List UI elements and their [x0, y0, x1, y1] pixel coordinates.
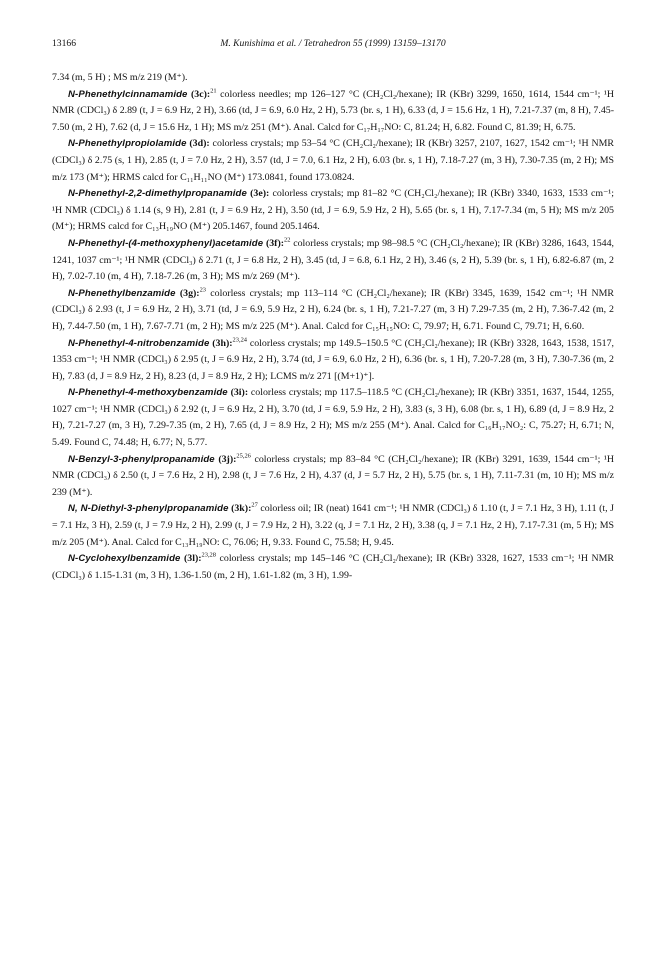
compound-name: N-Phenethylpropiolamide: [68, 138, 187, 150]
compound-code: (3i):: [230, 387, 249, 399]
page-number: 13166: [52, 38, 76, 49]
compound-code: (3k):: [231, 503, 252, 515]
compound-code: (3c):: [191, 88, 211, 100]
compound-entry: [52, 385, 614, 451]
reference-superscript: 22: [284, 236, 291, 244]
compound-entry: [52, 87, 614, 137]
compound-data: colorless crystals; mp 81–82 °C (CH₂Cl₂/hexane); IR (KBr) 3340, 1633, 1533 cm⁻¹; ¹H NMR (CDCl₃) δ 1.14 (s, 9 H), 2.81 (t, J = 6.9 Hz, 2 H), 3.50 (td, J = 6.9, 5.9 Hz, 2 H), 5.65 (br. s, 1 H), 7.17-7.34 (m, 5 H); MS m/z 205 (M⁺); HRMS calcd for C₁₃H₁₉NO (M⁺) 205.1467, found 205.1464.: [52, 188, 614, 233]
compound-data: colorless crystals; mp 117.5–118.5 °C (CH₂Cl₂/hexane); IR (KBr) 3351, 1637, 1544, 1255, 1027 cm⁻¹; ¹H NMR (CDCl₃) δ 2.92 (t, J = 6.9 Hz, 2 H), 3.70 (td, J = 6.9, 5.9 Hz, 2 H), 3.83 (s, 3 H), 6.08 (br. s, 1 H), 6.89 (d, J = 8.9 Hz, 2 H), 7.21-7.27 (m, 3 H), 7.29-7.35 (m, 2 H), 7.65 (d, J = 8.9 Hz, 2 H); MS m/z 255 (M⁺). Anal. Calcd for C₁₆H₁₇NO₂: C, 75.27; H, 6.71; N, 5.49. Found C, 74.48; H, 6.77; N, 5.77.: [52, 387, 615, 449]
compound-entry: [52, 286, 614, 336]
running-head: M. Kunishima et al. / Tetrahedron 55 (1999) 13159–13170: [220, 38, 446, 49]
reference-superscript: 23,24: [232, 336, 247, 344]
compound-code: (3l):: [183, 553, 202, 565]
compound-data: colorless crystals; mp 98–98.5 °C (CH₂Cl₂/hexane); IR (KBr) 3286, 1643, 1544, 1241, 1037 cm⁻¹; ¹H NMR (CDCl₃) δ 2.71 (t, J = 6.8 Hz, 2 H), 3.45 (td, J = 6.8, 6.1 Hz, 2 H), 3.46 (s, 2 H), 5.39 (br. s, 1 H), 6.82-6.87 (m, 2 H), 7.02-7.10 (m, 4 H), 7.18-7.26 (m, 3 H); MS m/z 269 (M⁺).: [52, 237, 614, 283]
lead-line: 7.34 (m, 5 H) ; MS m/z 219 (M⁺).: [52, 72, 188, 83]
compound-entry: [52, 551, 614, 584]
compound-data: colorless crystals; mp 83–84 °C (CH₂Cl₂/hexane); IR (KBr) 3291, 1639, 1544 cm⁻¹; ¹H NMR (CDCl₃) δ 2.50 (t, J = 7.6 Hz, 2 H), 2.98 (t, J = 7.6 Hz, 2 H), 4.37 (d, J = 5.7 Hz, 2 H), 5.75 (br. s, 1 H), 7.11-7.31 (m, 10 H); MS m/z 239 (M⁺).: [52, 453, 615, 498]
compound-data: colorless crystals; mp 149.5–150.5 °C (CH₂Cl₂/hexane); IR (KBr) 3328, 1643, 1538, 1517, 1353 cm⁻¹; ¹H NMR (CDCl₃) δ 2.95 (t, J = 6.9 Hz, 2 H), 3.74 (td, J = 6.9, 6.0 Hz, 2 H), 6.36 (br. s, 1 H), 7.20-7.28 (m, 3 H), 7.30-7.36 (m, 2 H), 7.83 (d, J = 8.9 Hz, 2 H), 8.23 (d, J = 8.9 Hz, 2 H); LCMS m/z 271 [(M+1)⁺].: [52, 337, 615, 382]
compound-entry: [52, 136, 614, 186]
compound-name: N-Phenethyl-4-nitrobenzamide: [68, 337, 210, 349]
compound-entry: [52, 452, 614, 502]
compound-code: (3d):: [189, 138, 210, 150]
reference-superscript: 21: [210, 87, 217, 95]
compound-code: (3f):: [265, 237, 285, 249]
reference-superscript: 25,26: [236, 452, 251, 460]
reference-superscript: 23,28: [201, 551, 216, 559]
compound-data: colorless crystals; mp 113–114 °C (CH₂Cl₂/hexane); IR (KBr) 3345, 1639, 1542 cm⁻¹; ¹H NMR (CDCl₃) δ 2.93 (t, J = 6.9 Hz, 2 H), 3.71 (td, J = 6.9, 5.9 Hz, 2 H), 6.24 (br. s, 1 H), 7.21-7.27 (m, 3 H) 7.29-7.35 (m, 2 H), 7.36-7.42 (m, 2 H), 7.44-7.50 (m, 1 H), 7.67-7.71 (m, 2 H); MS m/z 225 (M⁺). Anal. Calcd for C₁₅H₁₅NO: C, 79.97; H, 6.71. Found C, 79.71; H, 6.60.: [52, 287, 615, 332]
compound-code: (3h):: [212, 337, 233, 349]
compound-entries: [52, 87, 614, 585]
compound-name: N, N-Diethyl-3-phenylpropanamide: [68, 503, 229, 515]
compound-code: (3j):: [218, 453, 237, 465]
compound-data: colorless oil; IR (neat) 1641 cm⁻¹; ¹H NMR (CDCl₃) δ 1.10 (t, J = 7.1 Hz, 3 H), 1.11 (t, J = 7.1 Hz, 3 H), 2.59 (t, J = 7.9 Hz, 2 H), 2.99 (t, J = 7.9 Hz, 2 H), 3.22 (q, J = 7.1 Hz, 2 H), 3.38 (q, J = 7.1 Hz, 2 H), 7.17-7.31 (m, 5 H); MS m/z 205 (M⁺). Anal. Calcd for C₁₃H₁₉NO: C, 76.06; H, 9.33. Found C, 75.58; H, 9.45.: [52, 503, 614, 548]
compound-name: N-Cyclohexylbenzamide: [68, 553, 181, 565]
compound-code: (3e):: [250, 188, 270, 200]
reference-superscript: 27: [251, 502, 258, 510]
page-header: [52, 38, 614, 52]
experimental-text: [52, 70, 614, 584]
compound-name: N-Phenethyl-(4-methoxyphenyl)acetamide: [68, 237, 264, 249]
compound-entry: [52, 236, 614, 286]
compound-entry: [52, 501, 614, 551]
compound-entry: [52, 336, 614, 386]
compound-name: N-Phenethyl-2,2-dimethylpropanamide: [68, 188, 247, 200]
compound-name: N-Phenethylcinnamamide: [68, 88, 188, 100]
compound-data: colorless crystals; mp 53–54 °C (CH₂Cl₂/hexane); IR (KBr) 3257, 2107, 1627, 1542 cm⁻¹; ¹H NMR (CDCl₃) δ 2.75 (s, 1 H), 2.85 (t, J = 7.0 Hz, 2 H), 3.57 (td, J = 7.0, 6.1 Hz, 2 H), 6.03 (br. s, 1 H), 7.18-7.27 (m, 3 H), 7.30-7.35 (m, 2 H); MS m/z 173 (M⁺); HRMS calcd for C₁₁H₁₁NO (M⁺) 173.0841, found 173.0824.: [52, 138, 615, 183]
reference-superscript: 23: [199, 286, 207, 294]
compound-name: N-Phenethylbenzamide: [68, 287, 176, 299]
compound-name: N-Benzyl-3-phenylpropanamide: [68, 453, 215, 465]
compound-data: colorless needles; mp 126–127 °C (CH₂Cl₂/hexane); IR (KBr) 3299, 1650, 1614, 1544 cm⁻¹; ¹H NMR (CDCl₃) δ 2.89 (t, J = 6.9 Hz, 2 H), 3.66 (td, J = 6.9, 6.0 Hz, 2 H), 5.73 (br. s, 1 H), 6.33 (d, J = 15.6 Hz, 1 H), 7.21-7.37 (m, 8 H), 7.45-7.50 (m, 2 H), 7.62 (d, J = 15.6 Hz, 1 H); MS m/z 251 (M⁺). Anal. Calcd for C₁₇H₁₇NO: C, 81.24; H, 6.82. Found C, 81.39; H, 6.75.: [52, 88, 615, 133]
compound-name: N-Phenethyl-4-methoxybenzamide: [68, 387, 228, 399]
compound-code: (3g):: [179, 287, 200, 299]
compound-entry: [52, 186, 614, 236]
compound-data: colorless crystals; mp 145–146 °C (CH₂Cl₂/hexane); IR (KBr) 3328, 1627, 1533 cm⁻¹; ¹H NMR (CDCl₃) δ 1.15-1.31 (m, 3 H), 1.36-1.50 (m, 2 H), 1.61-1.82 (m, 3 H), 1.99-: [52, 553, 615, 581]
